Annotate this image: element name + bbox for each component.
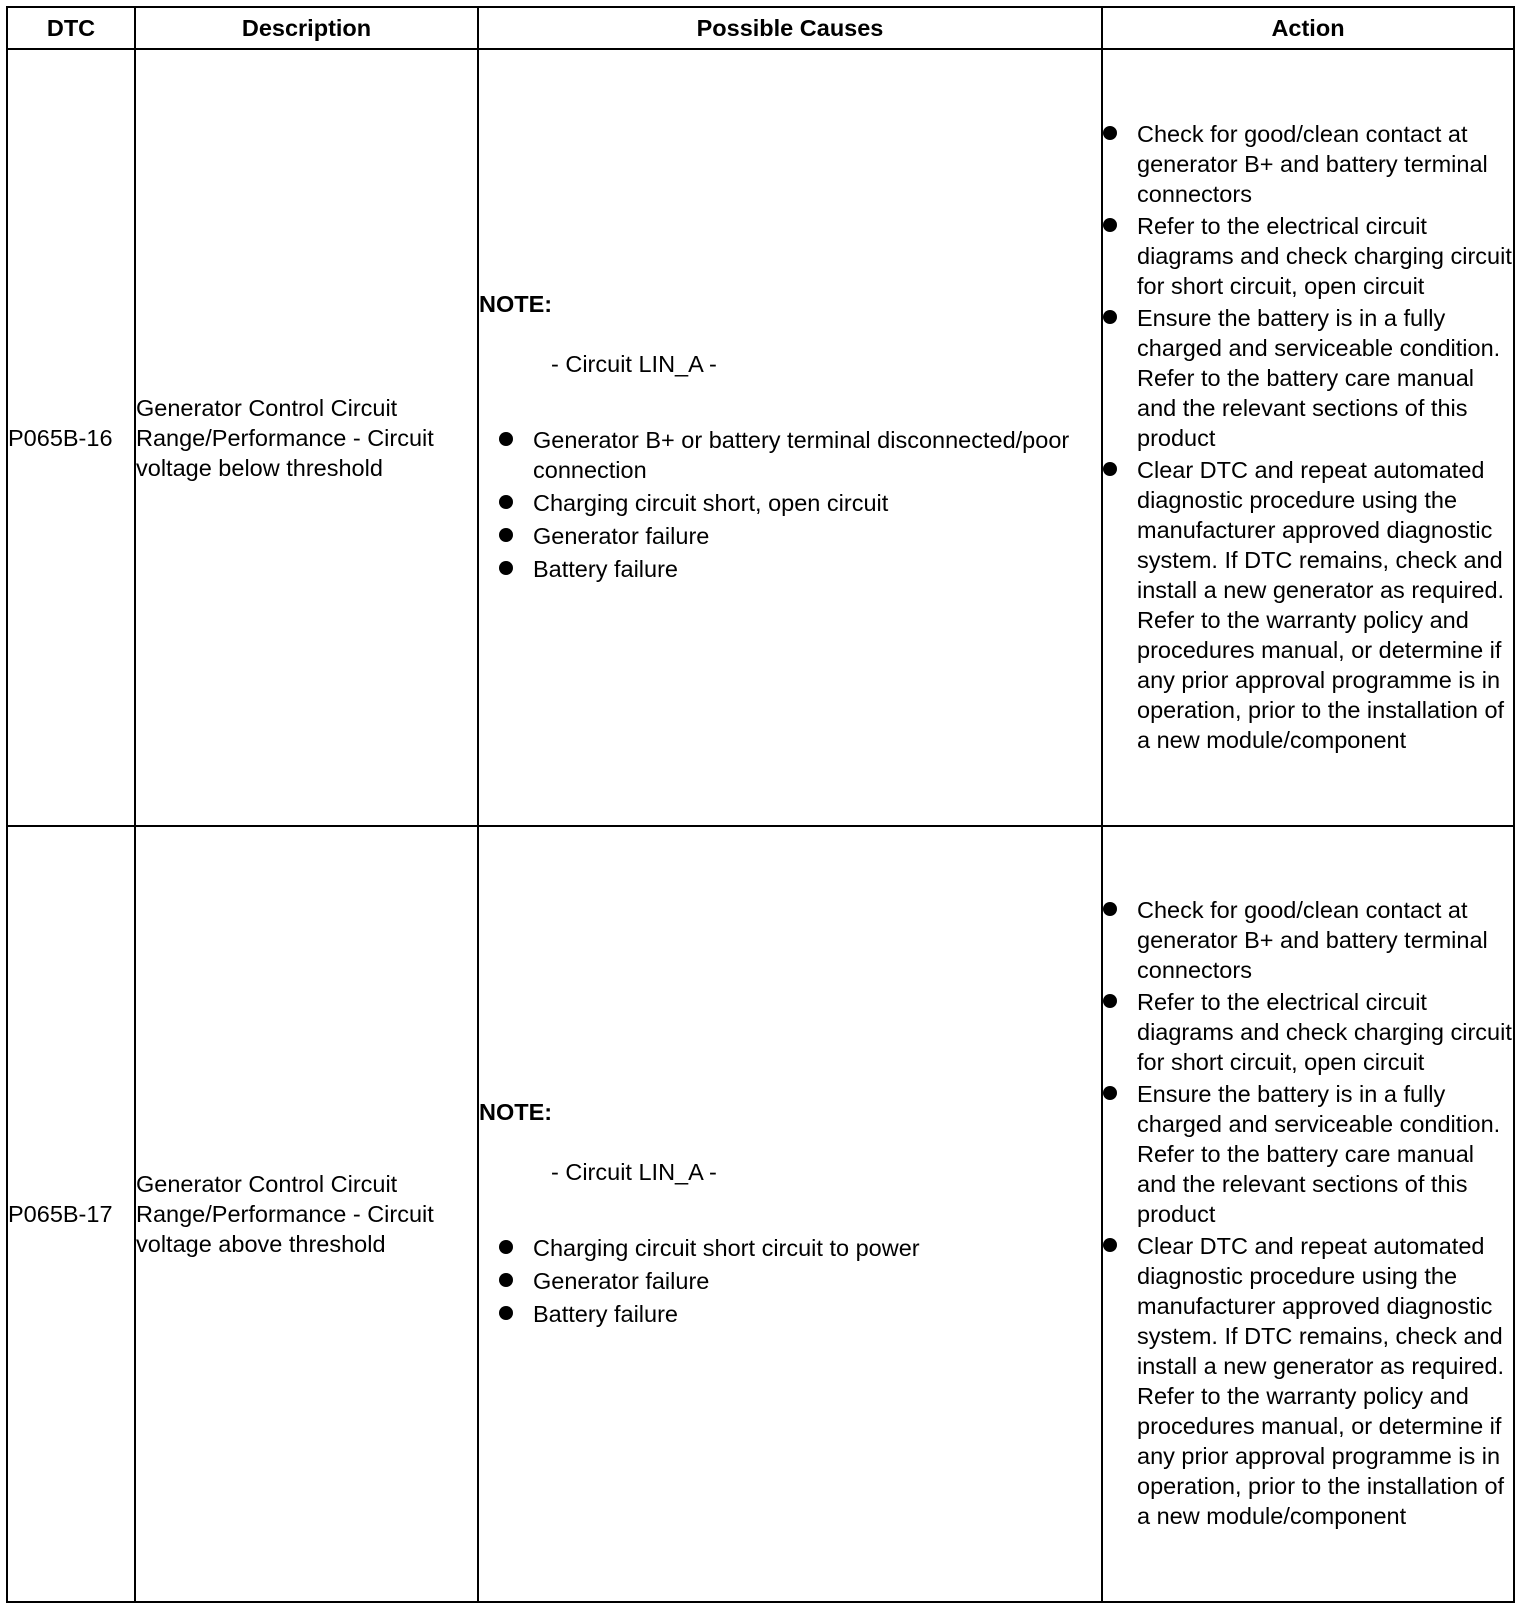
- list-item: [499, 554, 1101, 584]
- bullet-icon: [1103, 1238, 1117, 1252]
- action-text: Refer to the electrical circuit diagrams and check charging circuit for short circuit, open circuit: [1137, 212, 1512, 299]
- actions-list: [1103, 119, 1513, 755]
- bullet-icon: [1103, 994, 1117, 1008]
- action-text: Check for good/clean contact at generator B+ and battery terminal connectors: [1137, 897, 1488, 983]
- actions-list: [1103, 895, 1513, 1531]
- list-item: [1103, 987, 1513, 1077]
- bullet-icon: [499, 1306, 513, 1320]
- list-item: [1103, 303, 1513, 453]
- list-item: [499, 521, 1101, 551]
- bullet-icon: [499, 1240, 513, 1254]
- action-cell: [1102, 49, 1514, 826]
- bullet-icon: [1103, 310, 1117, 324]
- action-text: Clear DTC and repeat automated diagnostic procedure using the manufacturer approved diagnostic system. If DTC remains, check and install a new generator as required. Refer to the warranty policy and procedures manual, or determine if any prior approval programme is in operation, prior to the installation of a new module/component: [1137, 456, 1505, 753]
- list-item: [1103, 1079, 1513, 1229]
- dtc-code: P065B-17: [7, 826, 135, 1602]
- list-item: [1103, 211, 1513, 301]
- note-title: NOTE:: [479, 1098, 553, 1125]
- circuit-label: - Circuit LIN_A -: [551, 350, 717, 377]
- bullet-icon: [1103, 902, 1117, 916]
- list-item: [499, 1299, 1101, 1329]
- circuit-label: - Circuit LIN_A -: [551, 1158, 717, 1185]
- bullet-icon: [499, 561, 513, 575]
- cause-text: Charging circuit short circuit to power: [533, 1234, 920, 1261]
- list-item: [499, 425, 1101, 485]
- list-item: [499, 1233, 1101, 1263]
- cause-text: Charging circuit short, open circuit: [533, 489, 889, 516]
- dtc-code: P065B-16: [7, 49, 135, 826]
- action-text: Refer to the electrical circuit diagrams and check charging circuit for short circuit, open circuit: [1137, 989, 1512, 1075]
- causes-list: [479, 425, 1101, 584]
- bullet-icon: [499, 1273, 513, 1287]
- bullet-icon: [499, 432, 513, 446]
- header-row: [7, 7, 1514, 49]
- dtc-description: Generator Control Circuit Range/Performance - Circuit voltage above threshold: [135, 826, 478, 1602]
- dtc-table: [6, 6, 1515, 1603]
- action-text: Ensure the battery is in a fully charged and serviceable condition. Refer to the battery care manual and the relevant sections of this product: [1137, 304, 1501, 451]
- action-cell: [1102, 826, 1514, 1602]
- bullet-icon: [1103, 126, 1117, 140]
- list-item: [1103, 1231, 1513, 1531]
- cause-text: Generator B+ or battery terminal disconnected/poor connection: [533, 426, 1070, 483]
- header-possible-causes: Possible Causes: [478, 7, 1102, 49]
- action-text: Clear DTC and repeat automated diagnostic procedure using the manufacturer approved diagnostic system. If DTC remains, check and install a new generator as required. Refer to the warranty policy and procedures manual, or determine if any prior approval programme is in operation, prior to the installation of a new module/component: [1137, 1233, 1505, 1529]
- causes-list: [479, 1233, 1101, 1329]
- list-item: [499, 488, 1101, 518]
- list-item: [1103, 119, 1513, 209]
- cause-text: Battery failure: [533, 1300, 678, 1327]
- bullet-icon: [1103, 218, 1117, 232]
- possible-causes-cell: [478, 49, 1102, 826]
- possible-causes-cell: [478, 826, 1102, 1602]
- cause-text: Generator failure: [533, 522, 710, 549]
- action-text: Check for good/clean contact at generator B+ and battery terminal connectors: [1137, 120, 1488, 207]
- header-dtc: DTC: [7, 7, 135, 49]
- cause-text: Battery failure: [533, 555, 678, 582]
- table-row: [7, 826, 1514, 1602]
- list-item: [1103, 895, 1513, 985]
- list-item: [1103, 455, 1513, 755]
- note-title: NOTE:: [479, 290, 553, 317]
- list-item: [499, 1266, 1101, 1296]
- dtc-description: Generator Control Circuit Range/Performance - Circuit voltage below threshold: [135, 49, 478, 826]
- bullet-icon: [499, 528, 513, 542]
- action-text: Ensure the battery is in a fully charged and serviceable condition. Refer to the battery care manual and the relevant sections of this product: [1137, 1081, 1501, 1227]
- table-row: [7, 49, 1514, 826]
- bullet-icon: [1103, 1086, 1117, 1100]
- bullet-icon: [499, 495, 513, 509]
- bullet-icon: [1103, 462, 1117, 476]
- header-description: Description: [135, 7, 478, 49]
- header-action: Action: [1102, 7, 1514, 49]
- cause-text: Generator failure: [533, 1267, 710, 1294]
